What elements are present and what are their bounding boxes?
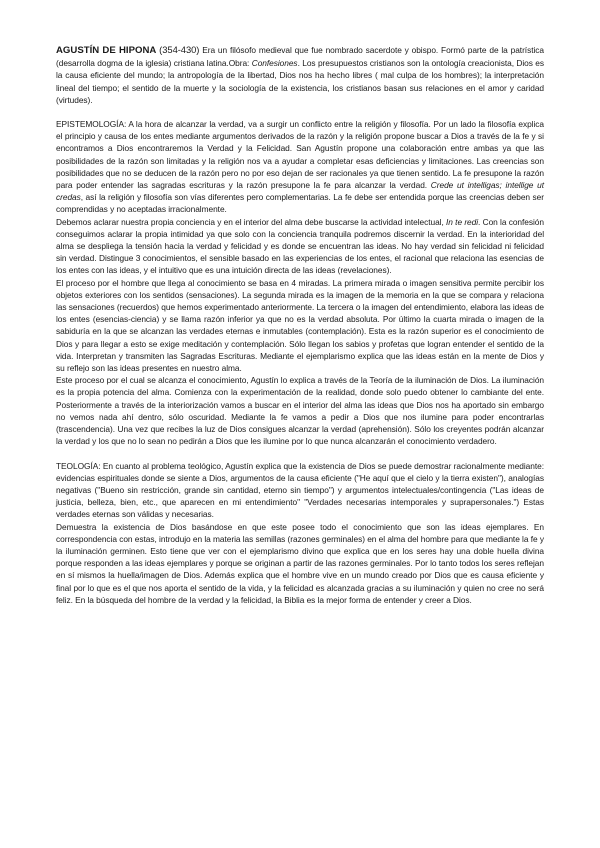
author-dates: (354-430)	[159, 44, 200, 55]
epistemology-text-2a: Debemos aclarar nuestra propia conciencia y en el interior del alma debe buscarse la actividad intelectual,	[56, 216, 447, 227]
author-name: AGUSTÍN DE HIPONA	[56, 45, 157, 56]
theology-paragraph-1: TEOLOGÍA: En cuanto al problema teológico, Agustín explica que la existencia de Dios se puede demostrar racionalmente mediante: evidencias espirituales donde se siente a Dios, argumentos de la causa eficiente ("He aquí que el cielo y la tierra existen"), analogías negativas ("Bueno sin restricción, grande sin cantidad, eterno sin tiempo") y argumentos intelectuales/contingencia ("Las ideas de justicia, belleza, bien, etc., que aparecen en mi entendimiento" "Verdades necesarias intemporales y suprapersonales.") Estas verdades eternas son válidas y necesarias.	[56, 460, 544, 520]
epistemology-paragraph-2	[56, 216, 544, 277]
epistemology-text-1b: , así la religión y filosofía son vías diferentes pero complementarias. La fe debe ser entendida porque las creencias deben ser comprendidas y no aceptadas irracionalmente.	[56, 192, 544, 215]
latin-quote-crede: Crede ut intelligas; intellige ut credas	[56, 180, 544, 203]
epistemology-paragraph-3: El proceso por el hombre que llega al conocimiento se basa en 4 miradas. La primera mirada o imagen sensitiva permite percibir los objetos exteriores con los sentidos (sensaciones). La segunda mirada es la imagen de la memoria en la que se compara y relaciona las sensaciones (recuerdos) que hemos experimentado anteriormente. La tercera o la imagen del entendimiento, elabora las ideas de los entes (esencias-ciencia) y se llama razón inferior ya que no es la verdad absoluta. Por último la cuarta mirada o imagen de la sabiduría en la que se alcanzan las verdades eternas e inmutables (contemplación). Esta es la razón superior es el conocimiento de Dios y para llegar a esto se exige meditación y contemplación. Sólo llegan los sabios y profetas que logran entender el sentido de la vida. Interpretan y transmiten las Sagradas Escrituras. Mediante el ejemplarismo explica que las ideas están en la mente de Dios y su reflejo son las ideas presentes en nuestro alma.	[56, 277, 544, 374]
intro-text-1: Era un filósofo medieval que fue nombrado sacerdote y obispo. Formó parte de la patrística (desarrolla dogma de la iglesia) cristiana latina.Obra:	[56, 45, 544, 69]
work-title: Confesiones	[251, 58, 298, 69]
section-gap	[56, 106, 544, 118]
epistemology-paragraph-4: Este proceso por el cual se alcanza el conocimiento, Agustín lo explica a través de la Teoría de la iluminación de Dios. La iluminación es la propia potencia del alma. Comienza con la experimentación de la realidad, donde solo puedo obtener lo cambiante del ente. Posteriormente a través de la interiorización vamos a buscar en el interior del alma las ideas que Dios nos ha aportado sin embargo no vemos nada ahí dentro, sólo oscuridad. Mediante la fe vamos a pedir a Dios que nos ilumine para poder encontrarlas (trascendencia). Una vez que recibes la luz de Dios consigues alcanzar la verdad (aprehensión). Sólo los creyentes podrán alcanzar la verdad y los que no lo sean no pedirán a Dios que les ilumine por lo que nunca alcanzarán el conocimiento verdadero.	[56, 375, 544, 447]
latin-quote-in-te-redi: In te redi	[446, 216, 479, 227]
theology-paragraph-2: Demuestra la existencia de Dios basándose en que este posee todo el conocimiento que son las ideas ejemplares. En correspondencia con estas, introdujo en la materia las semillas (razones germinales) en el alma del hombre para que mediante la fe y la iluminación germinen. Esto tiene que ver con el ejemplarismo divino que explica que en los seres hay una doble huella divina porque responden a las ideas ejemplares y porque se originan a partir de las razones germinales. Por lo tanto todos los seres reflejan en sí mismos la huella/imagen de Dios. Además explica que el hombre vive en un mundo creado por Dios que es causa eficiente y final por lo que es el que nos aporta el sentido de la vida, y la felicidad es alcanzada gracias a su iluminación y quien no cree no será feliz. En la búsqueda del hombre de la verdad y la felicidad, la Biblia es la mejor forma de entender y creer a Dios.	[56, 521, 544, 605]
intro-text-2: . Los presupuestos cristianos son la ontología creacionista, Dios es la causa eficiente del mundo; la antropología de la libertad, Dios nos ha hecho libres ( mal culpa de los hombres); la interpretación lineal del tiempo; el sentido de la muerte y la sociología de la existencia, los cristianos basan sus relaciones en el amor y caridad (virtudes).	[56, 58, 544, 105]
document-page	[56, 44, 544, 606]
section-gap	[56, 448, 544, 460]
epistemology-paragraph-1	[56, 118, 544, 216]
epistemology-text-2b: . Con la confesión conseguimos aclarar la propia intimidad ya que solo con la conciencia tranquila podremos discernir la verdad. En la interioridad del alma se despliega la tensión hacia la verdad y felicidad y es donde se encuentran las ideas. No hay verdad sin felicidad ni felicidad sin verdad. Distingue 3 conocimientos, el sensible basado en las experiencias de los entes, el racional que relaciona las esencias de los entes con las ideas, y el intuitivo que es una intuición directa de las ideas (revelaciones).	[56, 216, 544, 276]
intro-paragraph	[56, 44, 544, 106]
epistemology-text-1a: EPISTEMOLOGÍA: A la hora de alcanzar la verdad, va a surgir un conflicto entre la religión y filosofía. Por un lado la filosofía explica el principio y causa de los entes mediante argumentos derivados de la razón y la religión propone buscar a Dios a través de la fe y si encontramos a Dios encontraremos la Verdad y la Felicidad. San Agustín propone una colaboración entre ambas ya que las posibilidades de la razón son limitadas y la religión nos va a ayudar a completar esas deficiencias y limitaciones. Las creencias son posibilidades que no se deducen de la razón pero no por eso dejan de ser racionales ya que tienen sentido. La fe presupone la razón para poder entender las sagradas escrituras y la razón presupone la fe para alcanzar la verdad.	[56, 119, 544, 191]
